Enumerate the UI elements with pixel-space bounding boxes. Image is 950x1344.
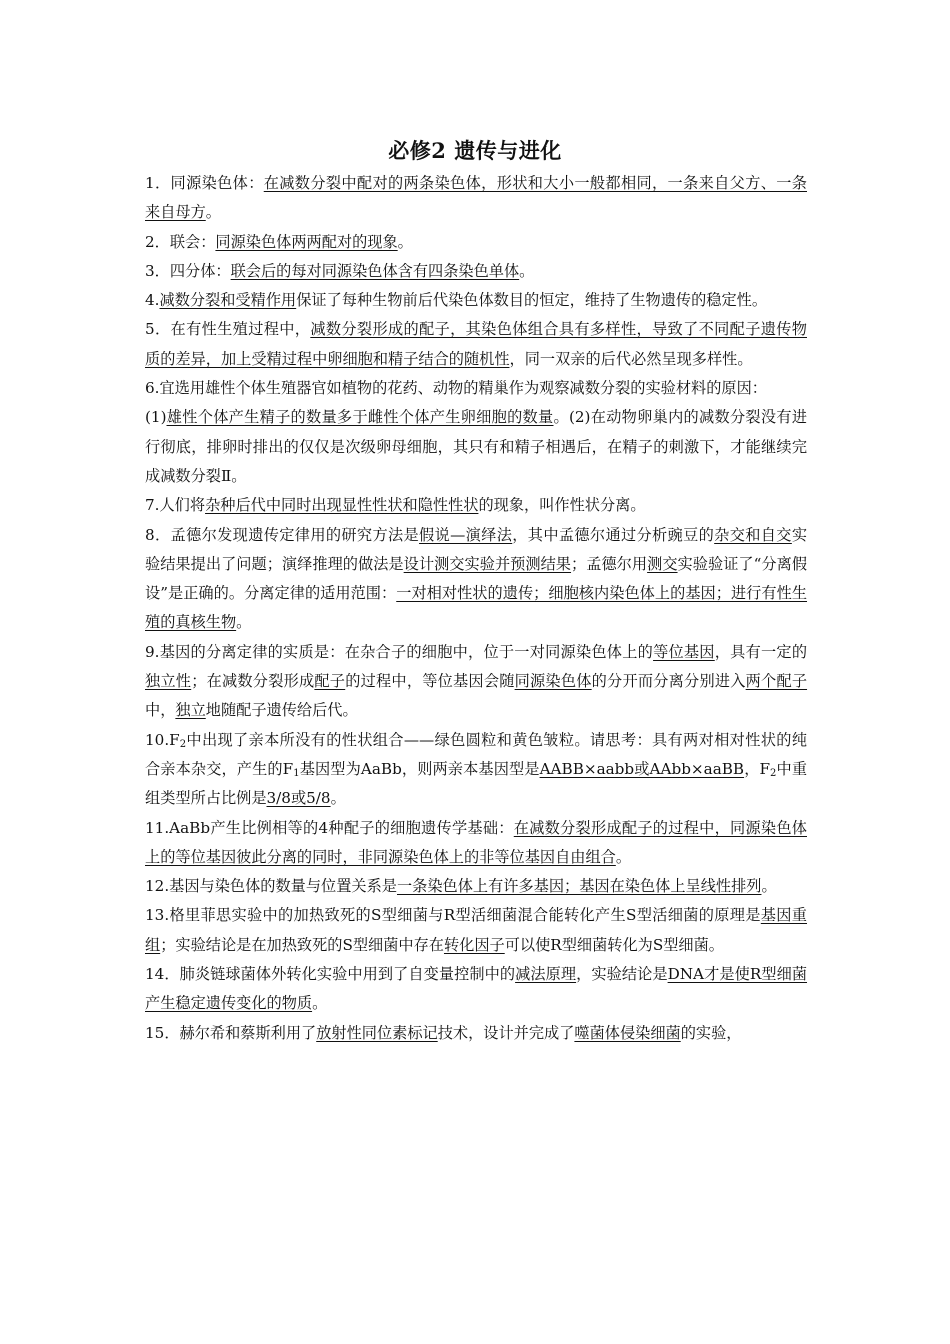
underlined-answer: 假说—演绎法 [419, 525, 513, 544]
text-segment: 的实验， [680, 1023, 742, 1042]
underlined-answer: 基因重组 [145, 906, 807, 954]
text-segment: ；孟德尔用 [571, 554, 648, 573]
text-segment: 9.基因的分离定律的实质是：在杂合子的细胞中，位于一对同源染色体上的 [145, 642, 654, 661]
text-segment: (1) [145, 408, 167, 427]
underlined-answer: 转化因子 [443, 935, 505, 954]
underlined-answer: 减数分裂形成的配子，其染色体组合具有多样性，导致了不同配子遗传物质的差异，加上受精过程中卵细胞和精子结合的随机性 [145, 320, 807, 368]
text-segment: ，同一双亲的后代必然呈现多样性。 [509, 349, 753, 368]
underlined-answer: 配子 [314, 672, 346, 691]
item-13 [145, 872, 807, 901]
underlined-answer: AABB×aabb或AAbb×aaBB [539, 759, 745, 778]
text-segment: 4. [145, 291, 160, 310]
text-segment: 。 [615, 847, 631, 866]
text-segment: 2 [179, 738, 187, 750]
underlined-answer: 等位基因 [653, 642, 715, 661]
item-8 [145, 491, 807, 520]
text-segment: 的分开而分离分别进入 [591, 672, 746, 691]
item-16 [145, 1019, 807, 1048]
underlined-answer: 噬菌体侵染细菌 [574, 1023, 681, 1042]
underlined-answer: 设计测交实验并预测结果 [403, 554, 572, 573]
text-segment: ，F [744, 759, 771, 778]
text-segment: 的过程中，等位基因会随 [345, 672, 515, 691]
item-3 [145, 257, 807, 286]
underlined-answer: 减数分裂和受精作用 [159, 291, 297, 310]
underlined-answer: 测交 [647, 554, 678, 573]
text-segment: ，具有一定的 [714, 642, 808, 661]
text-segment: 实验验证了“分离假设”是正确的。分离定律的适用范围： [145, 554, 808, 603]
item-12 [145, 814, 807, 873]
text-segment: 。 [397, 232, 413, 251]
underlined-answer: 一条染色体上有许多基因；基因在染色体上呈线性排列 [396, 877, 762, 896]
text-segment: 技术，设计并完成了 [437, 1023, 575, 1042]
text-segment: 保证了每种生物前后代染色体数目的恒定，维持了生物遗传的稳定性。 [296, 291, 767, 310]
text-segment: 11.AaBb产生比例相等的4种配子的细胞遗传学基础： [145, 818, 514, 837]
item-14 [145, 901, 807, 960]
underlined-answer: 3/8或5/8 [266, 789, 331, 808]
underlined-answer: 同源染色体 [514, 672, 592, 691]
item-6 [145, 374, 807, 403]
text-segment: ；实验结论是在加热致死的S型细菌中存在 [160, 935, 444, 954]
text-segment: 。 [519, 261, 535, 280]
item-5 [145, 315, 807, 374]
page-title: 必修2 遗传与进化 [388, 138, 562, 163]
text-segment: 3．四分体： [145, 261, 231, 280]
text-segment: 中， [145, 701, 176, 720]
text-segment: 的现象，叫作性状分离。 [478, 496, 646, 515]
item-7 [145, 403, 807, 491]
text-segment: 。 [312, 994, 328, 1013]
underlined-answer: 放射性同位素标记 [316, 1023, 438, 1042]
underlined-answer: 减法原理 [515, 965, 577, 984]
underlined-answer: DNA才是使R型细菌产生稳定遗传变化的物质 [145, 965, 808, 1013]
underlined-answer: 联会后的每对同源染色体含有四条染色单体 [230, 261, 520, 280]
text-segment: 。(2)在动物卵巢内的减数分裂没有进行彻底，排卵时排出的仅仅是次级卵母细胞，其只有和精子相遇后，在精子的刺激下，才能继续完成减数分裂Ⅱ。 [145, 408, 808, 485]
item-15 [145, 960, 807, 1019]
underlined-answer: 同源染色体两两配对的现象 [215, 232, 398, 251]
underlined-answer: 在减数分裂中配对的两条染色体，形状和大小一般都相同，一条来自父方、一条来自母方 [145, 174, 807, 222]
text-segment: 6.宜选用雄性个体生殖器官如植物的花药、动物的精巢作为观察减数分裂的实验材料的原因： [145, 379, 767, 398]
underlined-answer: 杂种后代中同时出现显性性状和隐性性状 [205, 496, 479, 515]
text-segment: ，实验结论是 [576, 965, 668, 984]
text-segment: 1 [293, 767, 300, 779]
text-segment: 1．同源染色体： [145, 174, 264, 192]
document-body [145, 169, 807, 1048]
text-segment: 基因型为AaBb，则两亲本基因型是 [299, 759, 540, 778]
item-9 [145, 521, 807, 638]
text-segment: 2 [770, 767, 777, 779]
underlined-answer: 独立性 [145, 672, 192, 691]
item-2 [145, 228, 807, 257]
item-1 [145, 169, 807, 228]
underlined-answer: 在减数分裂形成配子的过程中，同源染色体上的等位基因彼此分离的同时，非同源染色体上的非等位基因自由组合 [145, 818, 807, 866]
text-segment: 2．联会： [145, 232, 216, 251]
text-segment: 地随配子遗传给后代。 [205, 701, 358, 720]
underlined-answer: 雄性个体产生精子的数量多于雌性个体产生卵细胞的数量 [166, 408, 554, 427]
text-segment: 13.格里菲思实验中的加热致死的S型细菌与R型活细菌混合能转化产生S型活细菌的原理是 [145, 906, 761, 925]
text-segment: 10.F [145, 730, 180, 749]
text-segment: ，其中孟德尔通过分析豌豆的 [512, 525, 715, 544]
text-segment: 5．在有性生殖过程中， [145, 320, 311, 339]
item-10 [145, 638, 807, 726]
text-segment: 中出现了亲本所没有的性状组合——绿色圆粒和黄色皱粒。请思考：具有两对相对性状的纯合亲本杂交，产生的F [145, 730, 807, 778]
item-4 [145, 286, 807, 315]
text-segment: 。 [330, 789, 346, 808]
text-segment: 。 [761, 877, 777, 896]
text-segment: 7.人们将 [145, 496, 206, 515]
text-segment: 。 [236, 613, 252, 632]
text-segment: 。 [205, 203, 221, 222]
underlined-answer: 独立 [175, 701, 206, 720]
text-segment: 中重组类型所占比例是 [145, 759, 808, 808]
underlined-answer: 两个配子 [745, 672, 808, 691]
text-segment: 14．肺炎链球菌体外转化实验中用到了自变量控制中的 [145, 965, 516, 984]
text-segment: 实验结果提出了问题；演绎推理的做法是 [145, 525, 808, 573]
text-segment: 12.基因与染色体的数量与位置关系是 [145, 877, 397, 896]
underlined-answer: 一对相对性状的遗传；细胞核内染色体上的基因；进行有性生殖的真核生物 [145, 584, 808, 632]
underlined-answer: 杂交和自交 [714, 525, 792, 544]
text-segment: ；在减数分裂形成 [191, 672, 315, 691]
text-segment: 15．赫尔希和蔡斯利用了 [145, 1023, 317, 1042]
item-11 [145, 726, 807, 814]
text-segment: 8．孟德尔发现遗传定律用的研究方法是 [145, 525, 420, 544]
text-segment: 可以使R型细菌转化为S型细菌。 [504, 935, 724, 954]
